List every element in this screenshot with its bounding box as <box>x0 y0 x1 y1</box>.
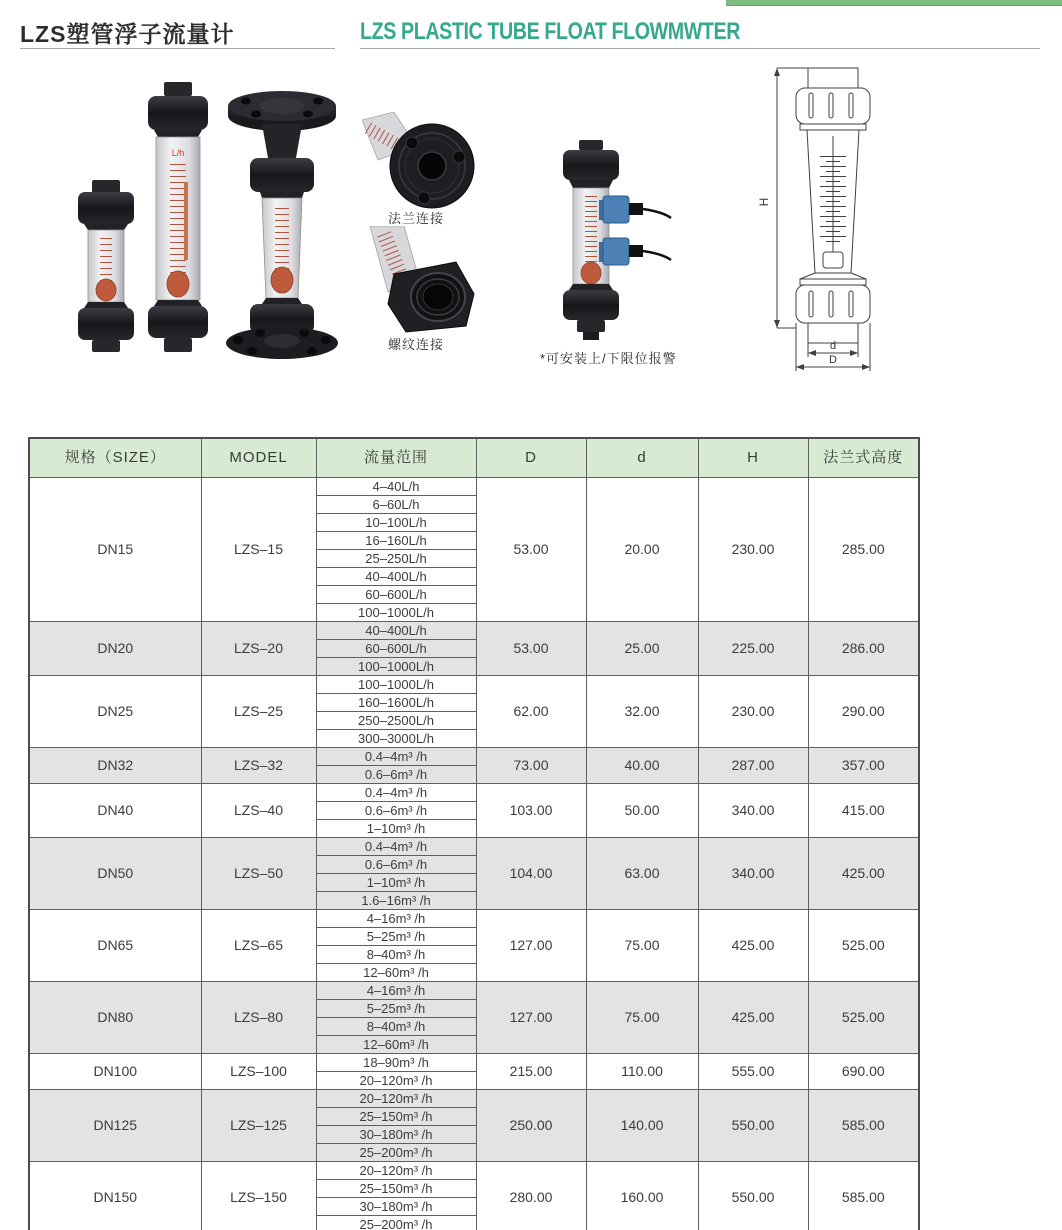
cell-size: DN32 <box>29 748 201 784</box>
cell-fh: 525.00 <box>808 910 919 982</box>
cell-range: 1–10m³ /h <box>316 874 476 892</box>
cell-fh: 585.00 <box>808 1162 919 1230</box>
cell-size: DN100 <box>29 1054 201 1090</box>
cell-range: 40–400L/h <box>316 568 476 586</box>
cell-range: 25–200m³ /h <box>316 1216 476 1230</box>
photo-medium-flowmeter <box>148 82 208 352</box>
cell-range: 8–40m³ /h <box>316 946 476 964</box>
cell-range: 20–120m³ /h <box>316 1090 476 1108</box>
cell-size: DN150 <box>29 1162 201 1230</box>
column-header: 法兰式高度 <box>808 438 919 478</box>
cell-range: 16–160L/h <box>316 532 476 550</box>
cell-fh: 357.00 <box>808 748 919 784</box>
table-row <box>29 748 919 766</box>
table-row <box>29 1162 919 1180</box>
photo-flanged-flowmeter <box>226 91 338 359</box>
cell-range: 30–180m³ /h <box>316 1198 476 1216</box>
cell-hval: 425.00 <box>698 982 808 1054</box>
cell-fh: 425.00 <box>808 838 919 910</box>
cell-range: 0.6–6m³ /h <box>316 766 476 784</box>
table-row <box>29 1090 919 1108</box>
cell-model: LZS–150 <box>201 1162 316 1230</box>
cell-range: 100–1000L/h <box>316 658 476 676</box>
photo-threaded-connection <box>362 226 478 336</box>
cell-dval: 62.00 <box>476 676 586 748</box>
cell-range: 300–3000L/h <box>316 730 476 748</box>
threaded-connection-label: 螺纹连接 <box>388 337 445 352</box>
cell-range: 0.4–4m³ /h <box>316 748 476 766</box>
column-header: H <box>698 438 808 478</box>
cell-range: 4–16m³ /h <box>316 910 476 928</box>
cell-hval: 340.00 <box>698 784 808 838</box>
cell-dsmall: 20.00 <box>586 478 698 622</box>
cell-size: DN65 <box>29 910 201 982</box>
cell-hval: 230.00 <box>698 676 808 748</box>
cell-dsmall: 25.00 <box>586 622 698 676</box>
cell-range: 0.6–6m³ /h <box>316 856 476 874</box>
cell-dsmall: 40.00 <box>586 748 698 784</box>
cell-hval: 425.00 <box>698 910 808 982</box>
spec-table <box>28 437 920 1230</box>
cell-dsmall: 110.00 <box>586 1054 698 1090</box>
cell-range: 100–1000L/h <box>316 604 476 622</box>
title-underline-right <box>360 48 1040 49</box>
cell-dval: 53.00 <box>476 622 586 676</box>
cell-range: 6–60L/h <box>316 496 476 514</box>
cell-range: 250–2500L/h <box>316 712 476 730</box>
cell-range: 100–1000L/h <box>316 676 476 694</box>
cell-dval: 73.00 <box>476 748 586 784</box>
table-row <box>29 910 919 928</box>
cell-range: 18–90m³ /h <box>316 1054 476 1072</box>
column-header: 规格（SIZE） <box>29 438 201 478</box>
dim-label-d: d <box>829 340 837 352</box>
cell-dsmall: 160.00 <box>586 1162 698 1230</box>
cell-range: 1.6–16m³ /h <box>316 892 476 910</box>
cell-dval: 280.00 <box>476 1162 586 1230</box>
spec-table-body <box>29 478 919 1230</box>
cell-range: 20–120m³ /h <box>316 1162 476 1180</box>
lower-limit-sensor <box>599 238 671 265</box>
cell-size: DN25 <box>29 676 201 748</box>
tube-unit-label: L/h <box>171 148 185 158</box>
photo-small-flowmeter <box>78 180 134 352</box>
cell-dsmall: 50.00 <box>586 784 698 838</box>
cell-hval: 287.00 <box>698 748 808 784</box>
page-title-zh: LZS塑管浮子流量计 <box>20 21 235 47</box>
product-photos-flowmeters <box>30 62 342 362</box>
cell-fh: 690.00 <box>808 1054 919 1090</box>
cell-size: DN20 <box>29 622 201 676</box>
cell-dval: 53.00 <box>476 478 586 622</box>
spec-table-header-row <box>29 438 919 478</box>
cell-hval: 555.00 <box>698 1054 808 1090</box>
cell-model: LZS–20 <box>201 622 316 676</box>
table-row <box>29 982 919 1000</box>
cell-model: LZS–32 <box>201 748 316 784</box>
cell-fh: 286.00 <box>808 622 919 676</box>
column-header: D <box>476 438 586 478</box>
cell-range: 8–40m³ /h <box>316 1018 476 1036</box>
cell-range: 30–180m³ /h <box>316 1126 476 1144</box>
cell-size: DN40 <box>29 784 201 838</box>
dim-label-D: D <box>829 354 837 366</box>
cell-range: 25–200m³ /h <box>316 1144 476 1162</box>
cell-range: 0.4–4m³ /h <box>316 784 476 802</box>
cell-hval: 340.00 <box>698 838 808 910</box>
cell-model: LZS–50 <box>201 838 316 910</box>
cell-range: 60–600L/h <box>316 586 476 604</box>
table-row <box>29 622 919 640</box>
cell-model: LZS–100 <box>201 1054 316 1090</box>
cell-fh: 525.00 <box>808 982 919 1054</box>
cell-model: LZS–125 <box>201 1090 316 1162</box>
cell-dval: 215.00 <box>476 1054 586 1090</box>
cell-range: 60–600L/h <box>316 640 476 658</box>
cell-model: LZS–15 <box>201 478 316 622</box>
cell-size: DN125 <box>29 1090 201 1162</box>
spec-table-section <box>28 437 920 1230</box>
table-row <box>29 676 919 694</box>
cell-fh: 585.00 <box>808 1090 919 1162</box>
column-header: 流量范围 <box>316 438 476 478</box>
cell-range: 25–150m³ /h <box>316 1180 476 1198</box>
cell-dval: 250.00 <box>476 1090 586 1162</box>
column-header: d <box>586 438 698 478</box>
column-header: MODEL <box>201 438 316 478</box>
cell-fh: 290.00 <box>808 676 919 748</box>
cell-range: 12–60m³ /h <box>316 964 476 982</box>
cell-range: 160–1600L/h <box>316 694 476 712</box>
flange-connection-label: 法兰连接 <box>388 211 445 226</box>
cell-model: LZS–65 <box>201 910 316 982</box>
cell-dsmall: 140.00 <box>586 1090 698 1162</box>
cell-model: LZS–80 <box>201 982 316 1054</box>
cell-range: 5–25m³ /h <box>316 928 476 946</box>
dimension-drawing <box>735 60 915 372</box>
cell-dval: 127.00 <box>476 910 586 982</box>
cell-range: 25–250L/h <box>316 550 476 568</box>
cell-range: 0.4–4m³ /h <box>316 838 476 856</box>
cell-size: DN50 <box>29 838 201 910</box>
cell-dval: 103.00 <box>476 784 586 838</box>
table-row <box>29 838 919 856</box>
cell-fh: 415.00 <box>808 784 919 838</box>
title-underline-left <box>20 48 335 49</box>
cell-hval: 230.00 <box>698 478 808 622</box>
cell-dsmall: 75.00 <box>586 982 698 1054</box>
cell-hval: 550.00 <box>698 1090 808 1162</box>
cell-range: 40–400L/h <box>316 622 476 640</box>
cell-size: DN15 <box>29 478 201 622</box>
cell-range: 4–16m³ /h <box>316 982 476 1000</box>
cell-dsmall: 63.00 <box>586 838 698 910</box>
cell-range: 1–10m³ /h <box>316 820 476 838</box>
photo-flange-connection <box>362 112 478 212</box>
cell-range: 10–100L/h <box>316 514 476 532</box>
cell-hval: 550.00 <box>698 1162 808 1230</box>
table-row <box>29 1054 919 1072</box>
page-title-en: LZS PLASTIC TUBE FLOAT FLOWMWTER <box>360 18 741 45</box>
cell-range: 12–60m³ /h <box>316 1036 476 1054</box>
cell-dval: 104.00 <box>476 838 586 910</box>
dim-label-h: H <box>757 197 771 207</box>
table-row <box>29 478 919 496</box>
cell-range: 0.6–6m³ /h <box>316 802 476 820</box>
cell-dsmall: 32.00 <box>586 676 698 748</box>
cell-range: 20–120m³ /h <box>316 1072 476 1090</box>
cell-range: 25–150m³ /h <box>316 1108 476 1126</box>
alarm-note-label: *可安装上/下限位报警 <box>540 351 677 366</box>
cell-dsmall: 75.00 <box>586 910 698 982</box>
accent-bar <box>726 0 1062 6</box>
cell-fh: 285.00 <box>808 478 919 622</box>
upper-limit-sensor <box>599 196 671 223</box>
cell-hval: 225.00 <box>698 622 808 676</box>
cell-size: DN80 <box>29 982 201 1054</box>
cell-model: LZS–40 <box>201 784 316 838</box>
cell-range: 5–25m³ /h <box>316 1000 476 1018</box>
cell-dval: 127.00 <box>476 982 586 1054</box>
photo-alarm-flowmeter <box>543 136 673 348</box>
cell-model: LZS–25 <box>201 676 316 748</box>
cell-range: 4–40L/h <box>316 478 476 496</box>
table-row <box>29 784 919 802</box>
